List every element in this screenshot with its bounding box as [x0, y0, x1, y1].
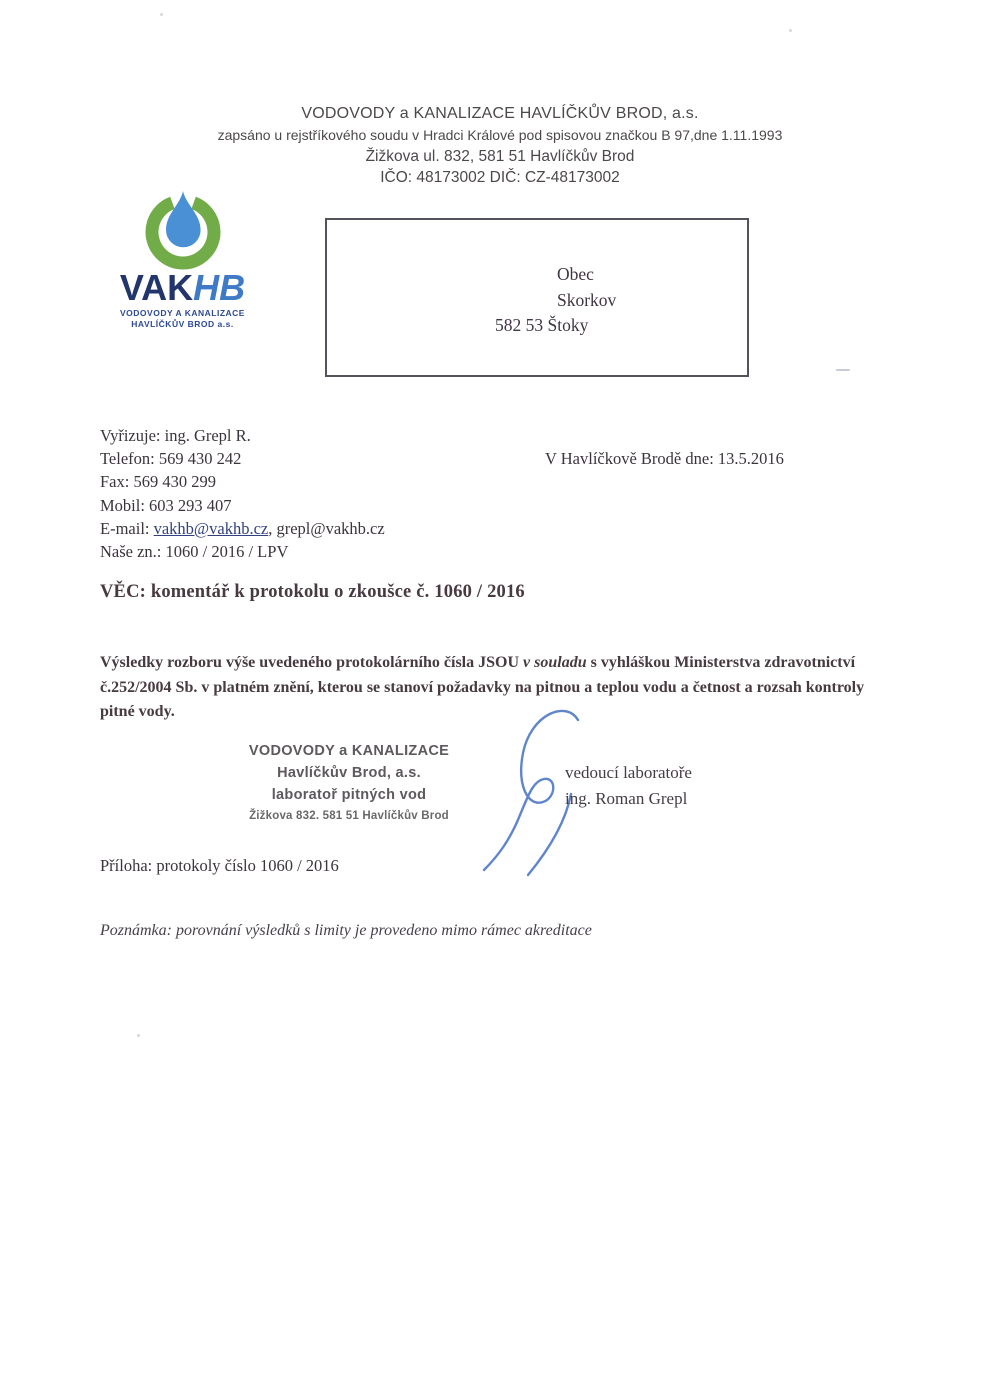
scan-artifact-dash [836, 369, 850, 371]
recipient-line3: 582 53 Štoky [495, 315, 589, 335]
recipient-line2: Skorkov [557, 289, 617, 310]
contact-block [100, 424, 385, 563]
signatory-title: vedoucí laboratoře [565, 763, 692, 782]
logo-wordmark-hb: HB [193, 267, 246, 308]
subject-line: VĚC: komentář k protokolu o zkoušce č. 1060 / 2016 [100, 582, 525, 602]
recipient-line1: Obec [557, 264, 594, 284]
stamp-line1: VODOVODY a KANALIZACE [248, 743, 450, 759]
stamp-line3: laboratoř pitných vod [271, 787, 427, 803]
logo-wordmark [100, 267, 265, 308]
email-line [100, 517, 385, 540]
stamp-line2: Havlíčkův Brod, a.s. [277, 765, 421, 781]
logo-subtitle-line2: HAVLÍČKŮV BROD a.s. [131, 319, 234, 329]
logo-subtitle-line1: VODOVODY A KANALIZACE [120, 308, 245, 318]
email-secondary: , grepl@vakhb.cz [268, 518, 385, 538]
fax-line: Fax: 569 430 299 [100, 472, 216, 492]
logo-subtitle [100, 308, 265, 330]
body-part1: Výsledky rozboru výše uvedeného protokolárního čísla JSOU [100, 654, 524, 671]
signatory-block [565, 760, 692, 811]
water-drop-in-green-ring-icon [139, 186, 227, 270]
reference-number-line: Naše zn.: 1060 / 2016 / LPV [100, 542, 289, 562]
body-emphasis: v souladu [523, 654, 587, 671]
company-name: VODOVODY a KANALIZACE HAVLÍČKŮV BROD, a.s. [301, 105, 699, 122]
attachment-line: Příloha: protokoly číslo 1060 / 2016 [100, 856, 339, 875]
handled-by-line: Vyřizuje: ing. Grepl R. [100, 426, 251, 445]
recipient-address [495, 262, 616, 339]
body-part2: s vyhláškou Ministerstva zdravotnictví č.252/2004 Sb. v platném znění, kterou se stanoví požadavky na pitnou a teplou vodu a četnost a rozsah kontroly pitné vody. [100, 654, 865, 721]
mobile-line: Mobil: 603 293 407 [100, 495, 232, 515]
stamp-line4: Žižkova 832. 581 51 Havlíčkův Brod [249, 810, 449, 822]
company-logo [100, 186, 265, 330]
phone-line: Telefon: 569 430 242 [100, 449, 242, 469]
logo-wordmark-vak: VAK [119, 267, 194, 308]
company-ids: IČO: 48173002 DIČ: CZ-48173002 [380, 169, 620, 186]
scan-speck [137, 1034, 140, 1037]
date-line: V Havlíčkově Brodě dne: 13.5.2016 [545, 449, 784, 468]
email-label: E-mail: [100, 518, 154, 538]
scan-speck [160, 13, 163, 16]
company-address: Žižkova ul. 832, 581 51 Havlíčkův Brod [365, 148, 635, 165]
email-link[interactable]: vakhb@vakhb.cz [153, 518, 269, 538]
registration-line: zapsáno u rejstříkového soudu v Hradci Králové pod spisovou značkou B 97,dne 1.11.1993 [217, 127, 783, 143]
recipient-address-box [325, 218, 749, 377]
note-line: Poznámka: porovnání výsledků s limity je provedeno mimo rámec akreditace [100, 922, 592, 939]
laboratory-stamp [237, 740, 461, 827]
scan-speck [789, 29, 792, 32]
letterhead [0, 102, 1000, 188]
signatory-name: ing. Roman Grepl [565, 788, 688, 808]
